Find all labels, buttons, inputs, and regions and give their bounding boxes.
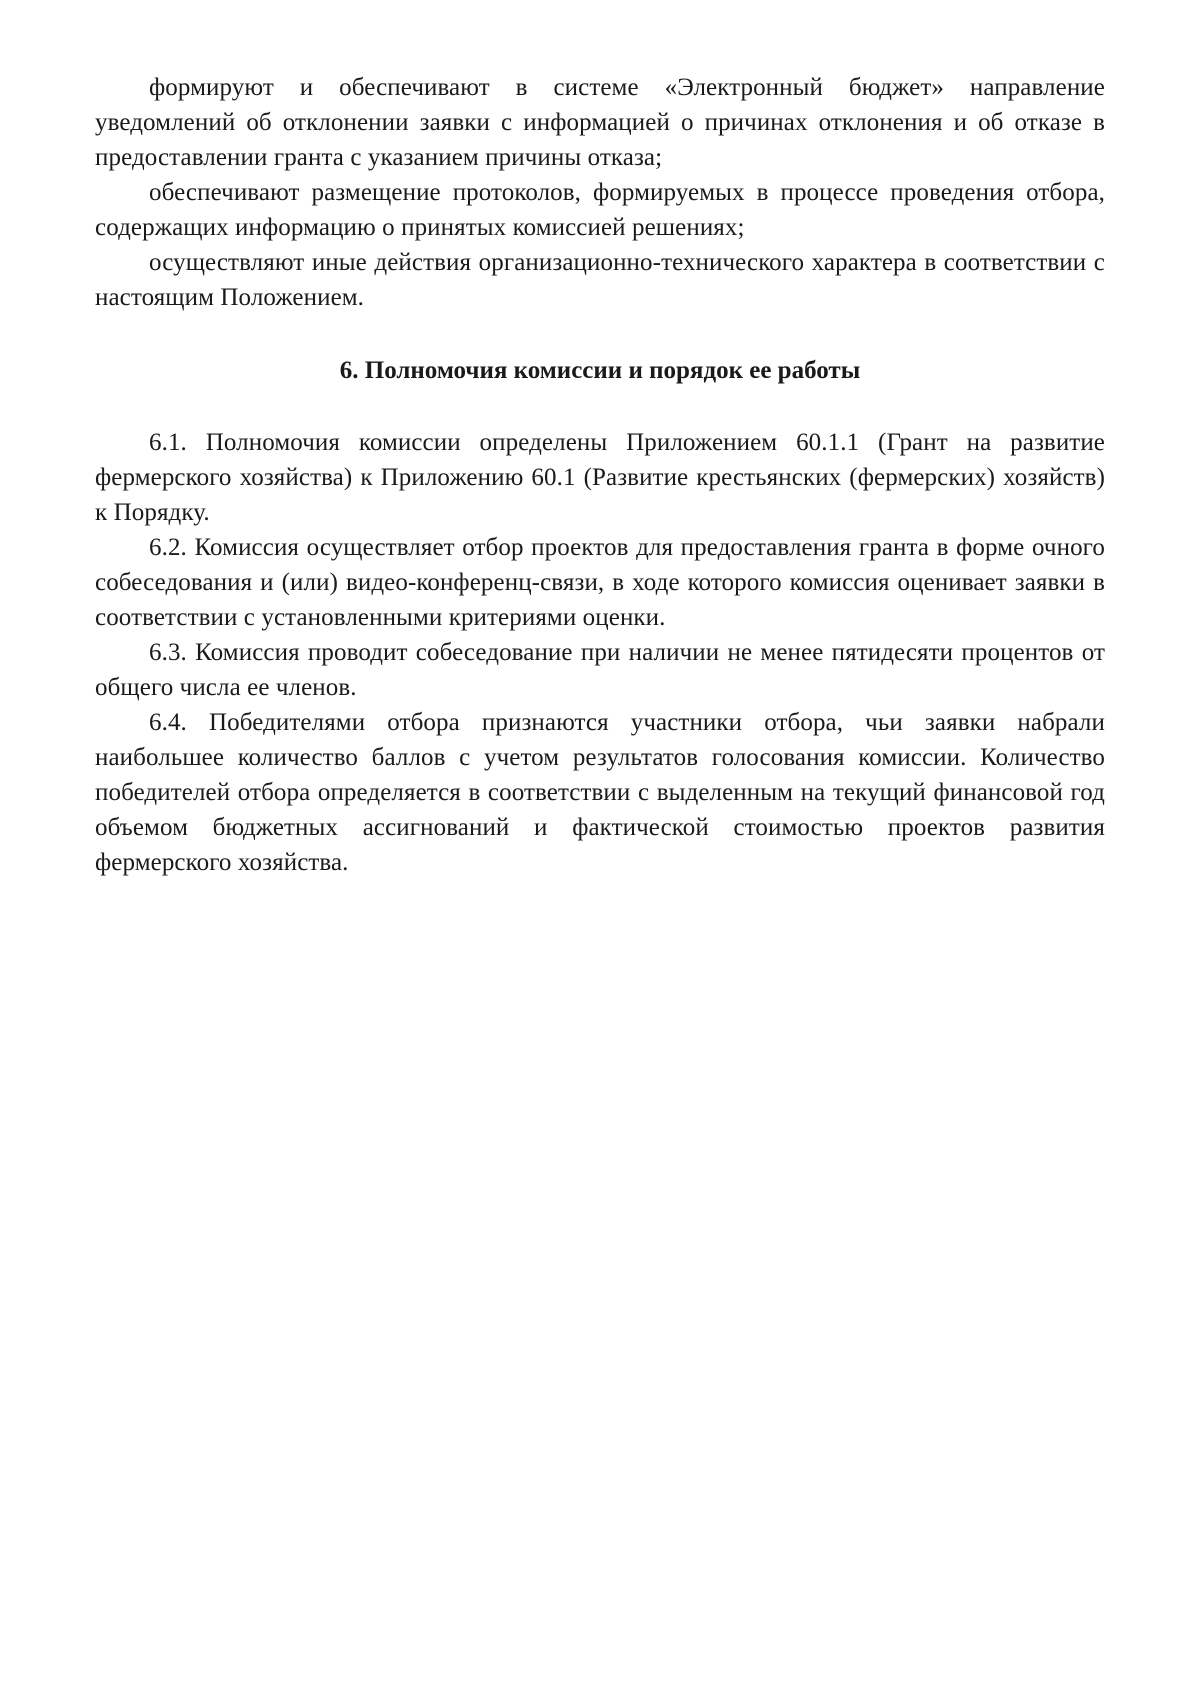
- section-paragraph-6-1: 6.1. Полномочия комиссии определены Приложением 60.1.1 (Грант на развитие фермерского хозяйства) к Приложению 60.1 (Развитие крестьянских (фермерских) хозяйств) к Порядку.: [95, 429, 1105, 526]
- intro-paragraph-1: формируют и обеспечивают в системе «Электронный бюджет» направление уведомлений об отклонении заявки с информацией о причинах отклонения и об отказе в предоставлении гранта с указанием причины отказа;: [95, 74, 1105, 171]
- intro-paragraph-2: обеспечивают размещение протоколов, формируемых в процессе проведения отбора, содержащих информацию о принятых комиссией решениях;: [95, 179, 1105, 241]
- intro-paragraph-3: осуществляют иные действия организационно-технического характера в соответствии с настоящим Положением.: [95, 249, 1105, 311]
- document-page: [95, 70, 1105, 1630]
- section-paragraph-6-2: 6.2. Комиссия осуществляет отбор проектов для предоставления гранта в форме очного собеседования и (или) видео-конференц-связи, в ходе которого комиссия оценивает заявки в соответствии с установленными критериями оценки.: [95, 534, 1105, 631]
- section-title: 6. Полномочия комиссии и порядок ее работы: [339, 357, 861, 384]
- section-paragraph-6-4: 6.4. Победителями отбора признаются участники отбора, чьи заявки набрали наибольшее количество баллов с учетом результатов голосования комиссии. Количество победителей отбора определяется в соответствии с выделенным на текущий финансовой год объемом бюджетных ассигнований и фактической стоимостью проектов развития фермерского хозяйства.: [95, 709, 1105, 876]
- section-paragraph-6-3: 6.3. Комиссия проводит собеседование при наличии не менее пятидесяти процентов от общего числа ее членов.: [95, 639, 1105, 701]
